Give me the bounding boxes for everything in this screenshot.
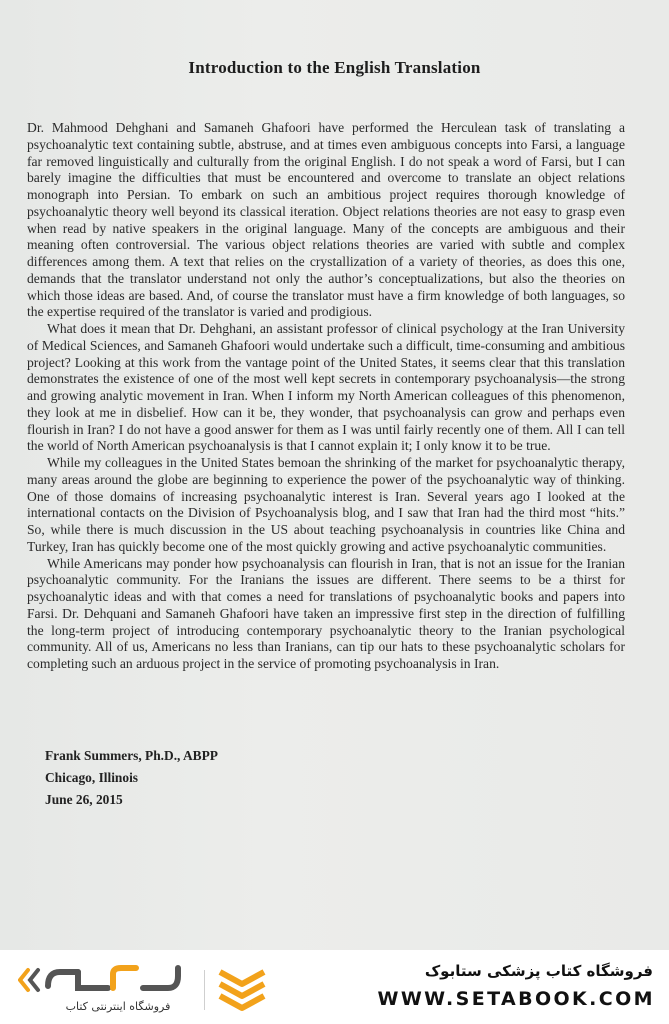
paragraph-1: Dr. Mahmood Dehghani and Samaneh Ghafoori have performed the Herculean task of translating a psychoanalytic text containing subtle, abstruse, and at times even ambiguous concepts into Farsi, a language far removed linguistically and culturally from the original English. I do not speak a word of Farsi, but I can barely imagine the difficulties that must be encountered and overcome to translate an object relations monograph into Persian. To embark on such an ambitious project requires thorough knowledge of psychoanalytic theory well beyond its classical iteration. Object relations theories are not easy to grasp even when read by native speakers in the original language. Many of the concepts are ambiguous and their meaning often controversial. The various object relations theories are varied with subtle and complex differences among them. A text that relies on the crystallization of a variety of theories, as does this one, demands that the translator understand not only the author’s conceptualizations, but also the theories on which those ideas are based. And, of course the translator must have a firm knowledge of both languages, so the expertise required of the translator is varied and prodigious. — [27, 120, 625, 320]
document-body — [27, 120, 625, 673]
signature-place: Chicago, Illinois — [45, 770, 139, 785]
signature-name: Frank Summers, Ph.D., ABPP — [45, 748, 218, 763]
logo-divider — [204, 970, 205, 1010]
paragraph-2: What does it mean that Dr. Dehghani, an assistant professor of clinical psychology at the Iran University of Medical Sciences, and Samaneh Ghafoori would undertake such a difficult, time-consuming and ambitious project? Looking at this work from the vantage point of the United States, it seems clear that this translation demonstrates the existence of one of the most well kept secrets in contemporary psychoanalysis—the strong and growing analytic movement in Iran. When I inform my North American colleagues of this phenomenon, they look at me in disbelief. How can it be, they wonder, that psychoanalysis can grow and perhaps even flourish in Iran? I do not have a good answer for them as I was until fairly recently one of them. All I can tell the world of North American psychoanalysis is that I cannot explain it; I only know it to be true. — [27, 321, 625, 454]
store-logo — [18, 962, 268, 1018]
signature-date: June 26, 2015 — [45, 792, 123, 807]
paragraph-3: While my colleagues in the United States bemoan the shrinking of the market for psychoanalytic therapy, many areas around the globe are beginning to experience the power of the psychoanalytic way of thinking. One of those domains of increasing psychoanalytic interest is Iran. Several years ago I looked at the international contacts on the Division of Psychoanalysis blog, and I saw that Iran had the third most “hits.” So, while there is much discussion in the US about teaching psychoanalysis in countries like China and Turkey, Iran has quickly become one of the most quickly growing and active psychoanalytic communities. — [27, 455, 625, 554]
stacked-chevrons-icon — [214, 966, 270, 1016]
setabook-logo-icon — [18, 962, 198, 1002]
paragraph-4: While Americans may ponder how psychoanalysis can flourish in Iran, that is not an issue for the Iranian psychoanalytic community. For the Iranians the issues are different. There seems to be a thirst for psychoanalytic ideas and with that comes a need for translations of psychoanalytic books and papers into Farsi. Dr. Dehquani and Samaneh Ghafoori have taken an impressive first step in the direction of fulfilling the long-term project of introducing contemporary psychoanalytic theory to the Iranian psychological community. All of us, Americans no less than Iranians, can tip our hats to these psychoanalytic scholars for completing such an arduous project in the service of promoting psychoanalysis in Iran. — [27, 555, 625, 671]
store-url[interactable]: WWW.SETABOOK.COM — [377, 988, 655, 1010]
page-title: Introduction to the English Translation — [188, 58, 481, 77]
logo-subtitle: فروشگاه اینترنتی کتاب — [65, 1000, 171, 1013]
store-footer-banner — [0, 950, 669, 1024]
signature-block — [45, 745, 218, 811]
store-name: فروشگاه کتاب پزشکی ستابوک — [424, 962, 653, 980]
